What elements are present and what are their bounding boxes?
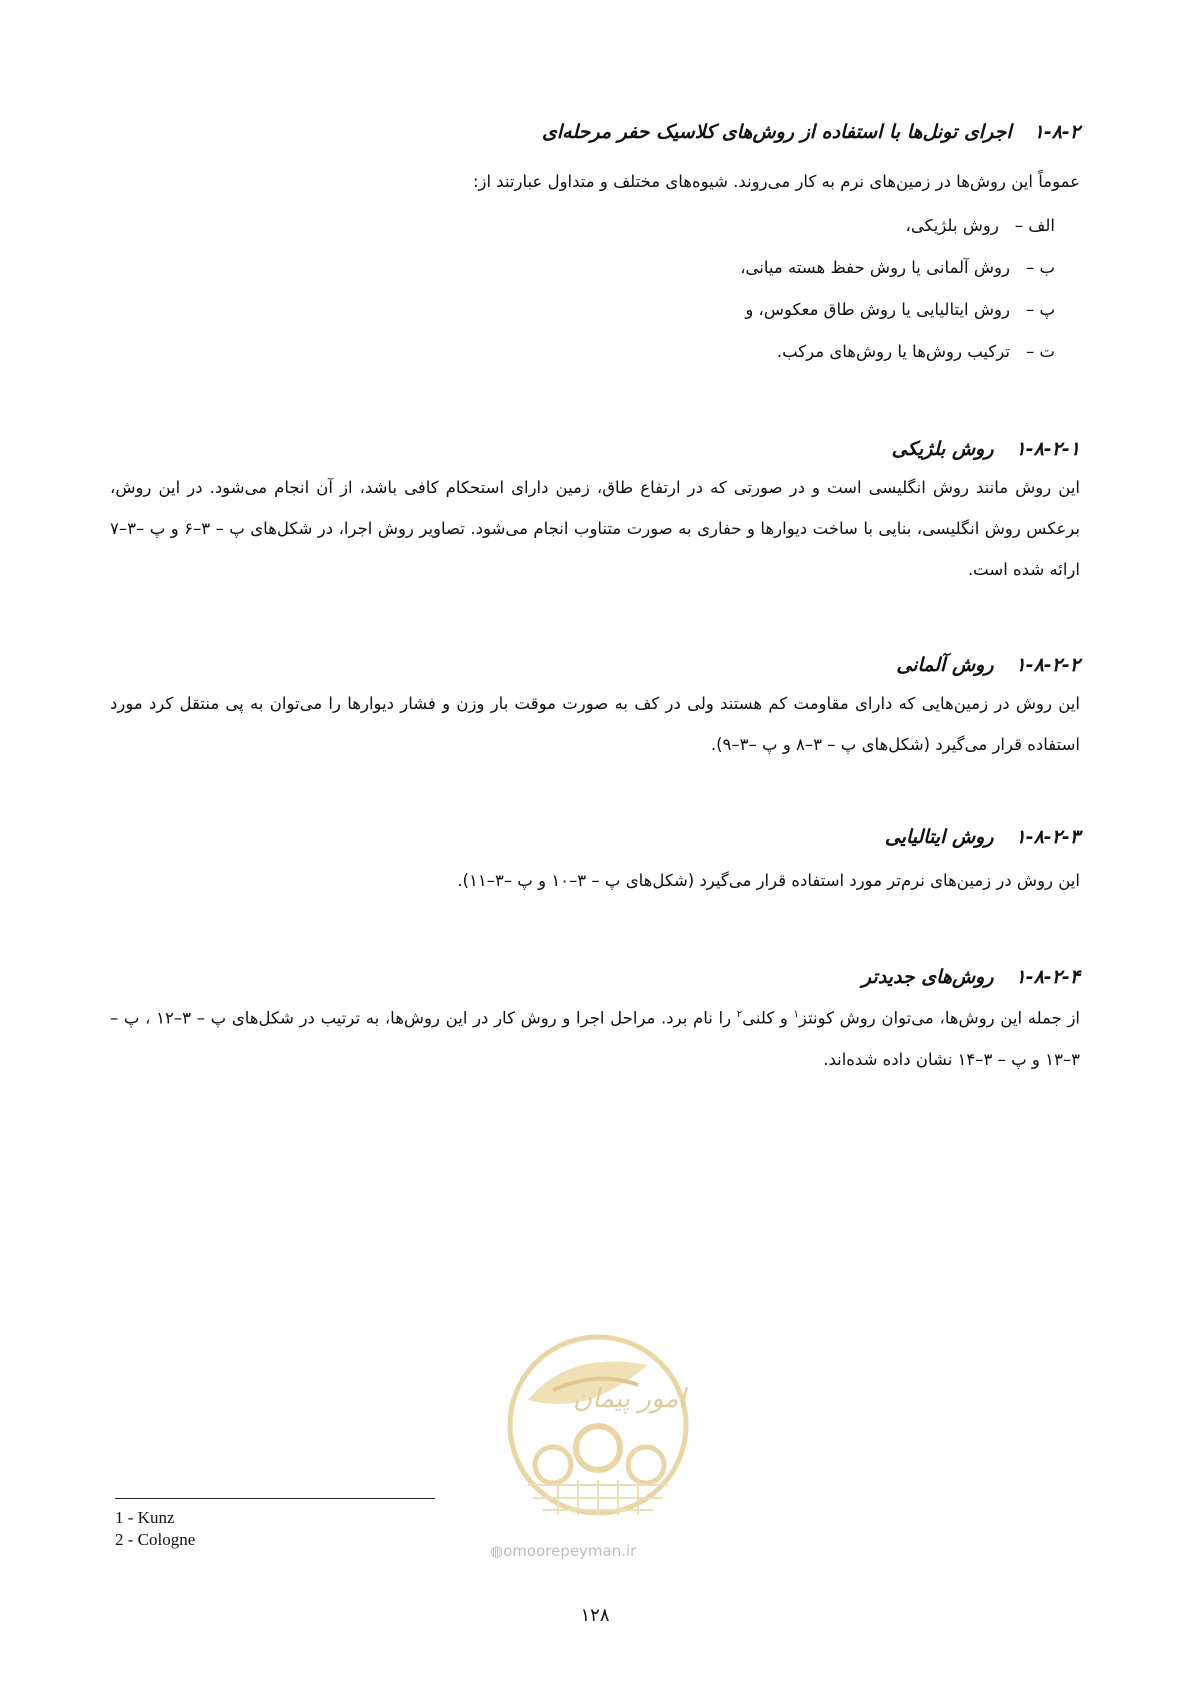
subsection-body-belgian: این روش مانند روش انگلیسی است و در صورتی که در ارتفاع طاق، زمین دارای استحکام کافی باشد، از آن انجام می‌شود. در این روش، برعکس روش انگلیسی، بنایی با ساخت دیوارها و حفاری به صورت متناوب انجام می‌شود. تصاویر روش اجرا، در شکل‌های پ – ۳–۶ و پ –۳–۷ ارائه شده است. <box>110 478 1080 579</box>
list-item-text: روش آلمانی یا روش حفظ هسته میانی، <box>740 258 1010 277</box>
subsection-number: ۱-۸-۲-۴ <box>1015 966 1080 988</box>
body-text: را نام برد. مراحل اجرا و روش کار در این روش‌ها، به ترتیب در شکل‌های پ – ۳–۱۲ ، پ – ۳–۱۳ و پ – ۳–۱۴ نشان داده شده‌اند. <box>110 1008 1080 1069</box>
section-heading <box>542 121 1080 143</box>
list-item <box>777 342 1055 361</box>
subsection-number: ۱-۸-۲-۱ <box>1015 438 1080 460</box>
subsection-title: روش بلژیکی <box>891 438 994 460</box>
section-number: ۱-۸-۲ <box>1033 121 1080 143</box>
watermark-brand: امور پیمان <box>573 1384 686 1414</box>
list-marker: پ – <box>1025 300 1055 319</box>
subsection-body-german: این روش در زمین‌هایی که دارای مقاومت کم هستند ولی در کف به صورت موقت بار وزن و فشار دیوارها را می‌توان به پی منتقل کرد مورد استفاده قرار می‌گیرد (شکل‌های پ – ۳–۸ و پ –۳–۹). <box>110 694 1080 754</box>
subsection-title: روش ایتالیایی <box>884 826 994 848</box>
watermark-logo <box>490 1330 698 1560</box>
list-marker: الف – <box>1014 216 1055 235</box>
list-item <box>906 216 1055 235</box>
subsection-number: ۱-۸-۲-۲ <box>1015 654 1080 676</box>
subsection-title: روش‌های جدیدتر <box>861 966 994 988</box>
subsection-heading-belgian <box>892 438 1080 460</box>
subsection-body-italian: این روش در زمین‌های نرم‌تر مورد استفاده قرار می‌گیرد (شکل‌های پ – ۳–۱۰ و پ –۳–۱۱). <box>457 871 1080 890</box>
list-marker: ب – <box>1025 258 1055 277</box>
list-item <box>740 258 1055 277</box>
list-item-text: ترکیب روش‌ها یا روش‌های مرکب. <box>776 342 1010 361</box>
subsection-number: ۱-۸-۲-۳ <box>1015 826 1080 848</box>
subsection-heading-german <box>896 654 1080 676</box>
subsection-title: روش آلمانی <box>896 654 994 676</box>
list-item-text: روش ایتالیایی یا روش طاق معکوس، و <box>745 300 1010 319</box>
watermark-site: ◍omoorepeyman.ir <box>490 1542 637 1560</box>
footnote-ref-2[interactable]: ۲ <box>736 1009 743 1020</box>
body-text: از جمله این روش‌ها، می‌توان روش کونتز <box>798 1008 1081 1028</box>
globe-icon: ◍ <box>490 1542 504 1560</box>
watermark-emblem-icon <box>498 1330 698 1560</box>
footnote-1: 1 - Kunz <box>115 1508 175 1527</box>
subsection-heading-newer <box>862 966 1080 988</box>
footnote-2: 2 - Cologne <box>115 1530 196 1549</box>
list-item <box>745 300 1055 319</box>
section-intro: عموماً این روش‌ها در زمین‌های نرم به کار می‌روند. شیوه‌های مختلف و متداول عبارتند از: <box>472 172 1080 191</box>
section-title: اجرای تونل‌ها با استفاده از روش‌های کلاسیک حفر مرحله‌ای <box>542 121 1012 143</box>
page-number: ۱۲۸ <box>580 1605 610 1626</box>
list-marker: ت – <box>1025 342 1055 361</box>
list-item-text: روش بلژیکی، <box>905 216 999 235</box>
subsection-body-newer <box>110 994 1080 1080</box>
footnote-ref-1[interactable]: ۱ <box>793 1009 799 1020</box>
body-text: و کلنی <box>742 1008 794 1028</box>
subsection-heading-italian <box>885 826 1080 848</box>
footnote-divider <box>115 1498 435 1499</box>
